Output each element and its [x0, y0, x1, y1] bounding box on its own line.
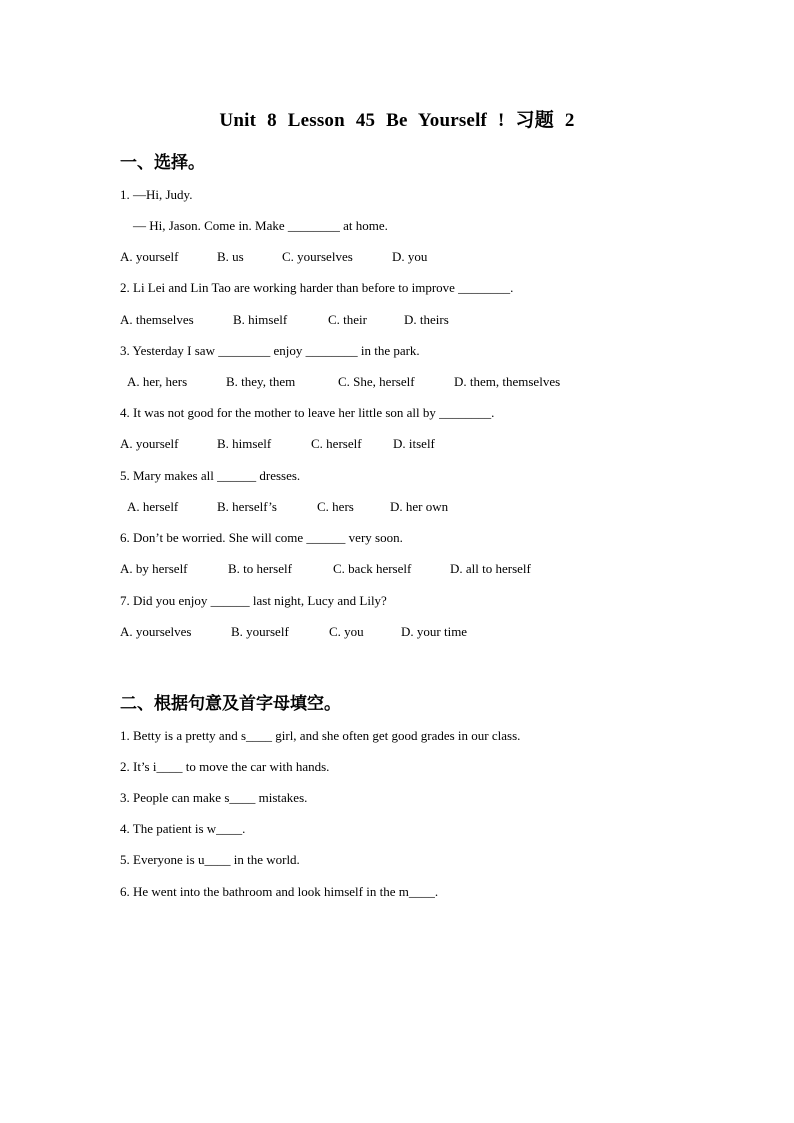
question-1-line-1: 1. —Hi, Judy.	[120, 187, 193, 202]
question-2-line-1: 2. Li Lei and Lin Tao are working harder than before to improve ________.	[120, 280, 514, 295]
fill-blank-item-1: 1. Betty is a pretty and s____ girl, and she often get good grades in our class.	[120, 728, 521, 743]
question-2-option-b: B. himself	[233, 312, 288, 327]
fill-blank-item-3: 3. People can make s____ mistakes.	[120, 790, 308, 805]
question-3-option-d: D. them, themselves	[454, 374, 561, 389]
question-6-line-1: 6. Don’t be worried. She will come ______ very soon.	[120, 530, 403, 545]
question-3-option-b: B. they, them	[226, 374, 296, 389]
question-5-option-b: B. herself’s	[217, 499, 277, 514]
question-2-option-d: D. theirs	[404, 312, 449, 327]
question-2-option-c: C. their	[328, 312, 367, 327]
question-4-option-b: B. himself	[217, 436, 272, 451]
fill-blank-item-5: 5. Everyone is u____ in the world.	[120, 852, 300, 867]
question-5-line-1: 5. Mary makes all ______ dresses.	[120, 468, 301, 483]
section2-heading: 二、根据句意及首字母填空。	[120, 694, 341, 714]
question-1-option-c: C. yourselves	[282, 249, 353, 264]
question-3-option-c: C. She, herself	[338, 374, 415, 389]
question-7-option-b: B. yourself	[231, 624, 289, 639]
fill-blank-item-6: 6. He went into the bathroom and look himself in the m____.	[120, 884, 439, 899]
question-7-line-1: 7. Did you enjoy ______ last night, Lucy and Lily?	[120, 593, 387, 608]
question-4-line-1: 4. It was not good for the mother to leave her little son all by ________.	[120, 405, 495, 420]
question-1-option-a: A. yourself	[120, 249, 179, 264]
question-4-option-c: C. herself	[311, 436, 362, 451]
question-6-option-d: D. all to herself	[450, 561, 531, 576]
fill-blank-item-4: 4. The patient is w____.	[120, 821, 246, 836]
question-6-option-a: A. by herself	[120, 561, 188, 576]
question-7-option-d: D. your time	[401, 624, 468, 639]
question-1-option-d: D. you	[392, 249, 428, 264]
question-1-line-2: — Hi, Jason. Come in. Make ________ at home.	[133, 218, 388, 233]
question-1-option-b: B. us	[217, 249, 244, 264]
question-7-option-c: C. you	[329, 624, 364, 639]
question-5-option-a: A. herself	[127, 499, 179, 514]
question-5-option-c: C. hers	[317, 499, 354, 514]
question-4-option-a: A. yourself	[120, 436, 179, 451]
fill-blank-item-2: 2. It’s i____ to move the car with hands.	[120, 759, 330, 774]
page-title: Unit 8 Lesson 45 Be Yourself ! 习题 2	[219, 110, 575, 131]
question-7-option-a: A. yourselves	[120, 624, 192, 639]
question-5-option-d: D. her own	[390, 499, 449, 514]
question-2-option-a: A. themselves	[120, 312, 194, 327]
question-3-option-a: A. her, hers	[127, 374, 188, 389]
question-6-option-c: C. back herself	[333, 561, 412, 576]
question-6-option-b: B. to herself	[228, 561, 292, 576]
section1-heading: 一、选择。	[120, 153, 205, 173]
question-4-option-d: D. itself	[393, 436, 435, 451]
question-3-line-1: 3. Yesterday I saw ________ enjoy ________ in the park.	[120, 343, 420, 358]
